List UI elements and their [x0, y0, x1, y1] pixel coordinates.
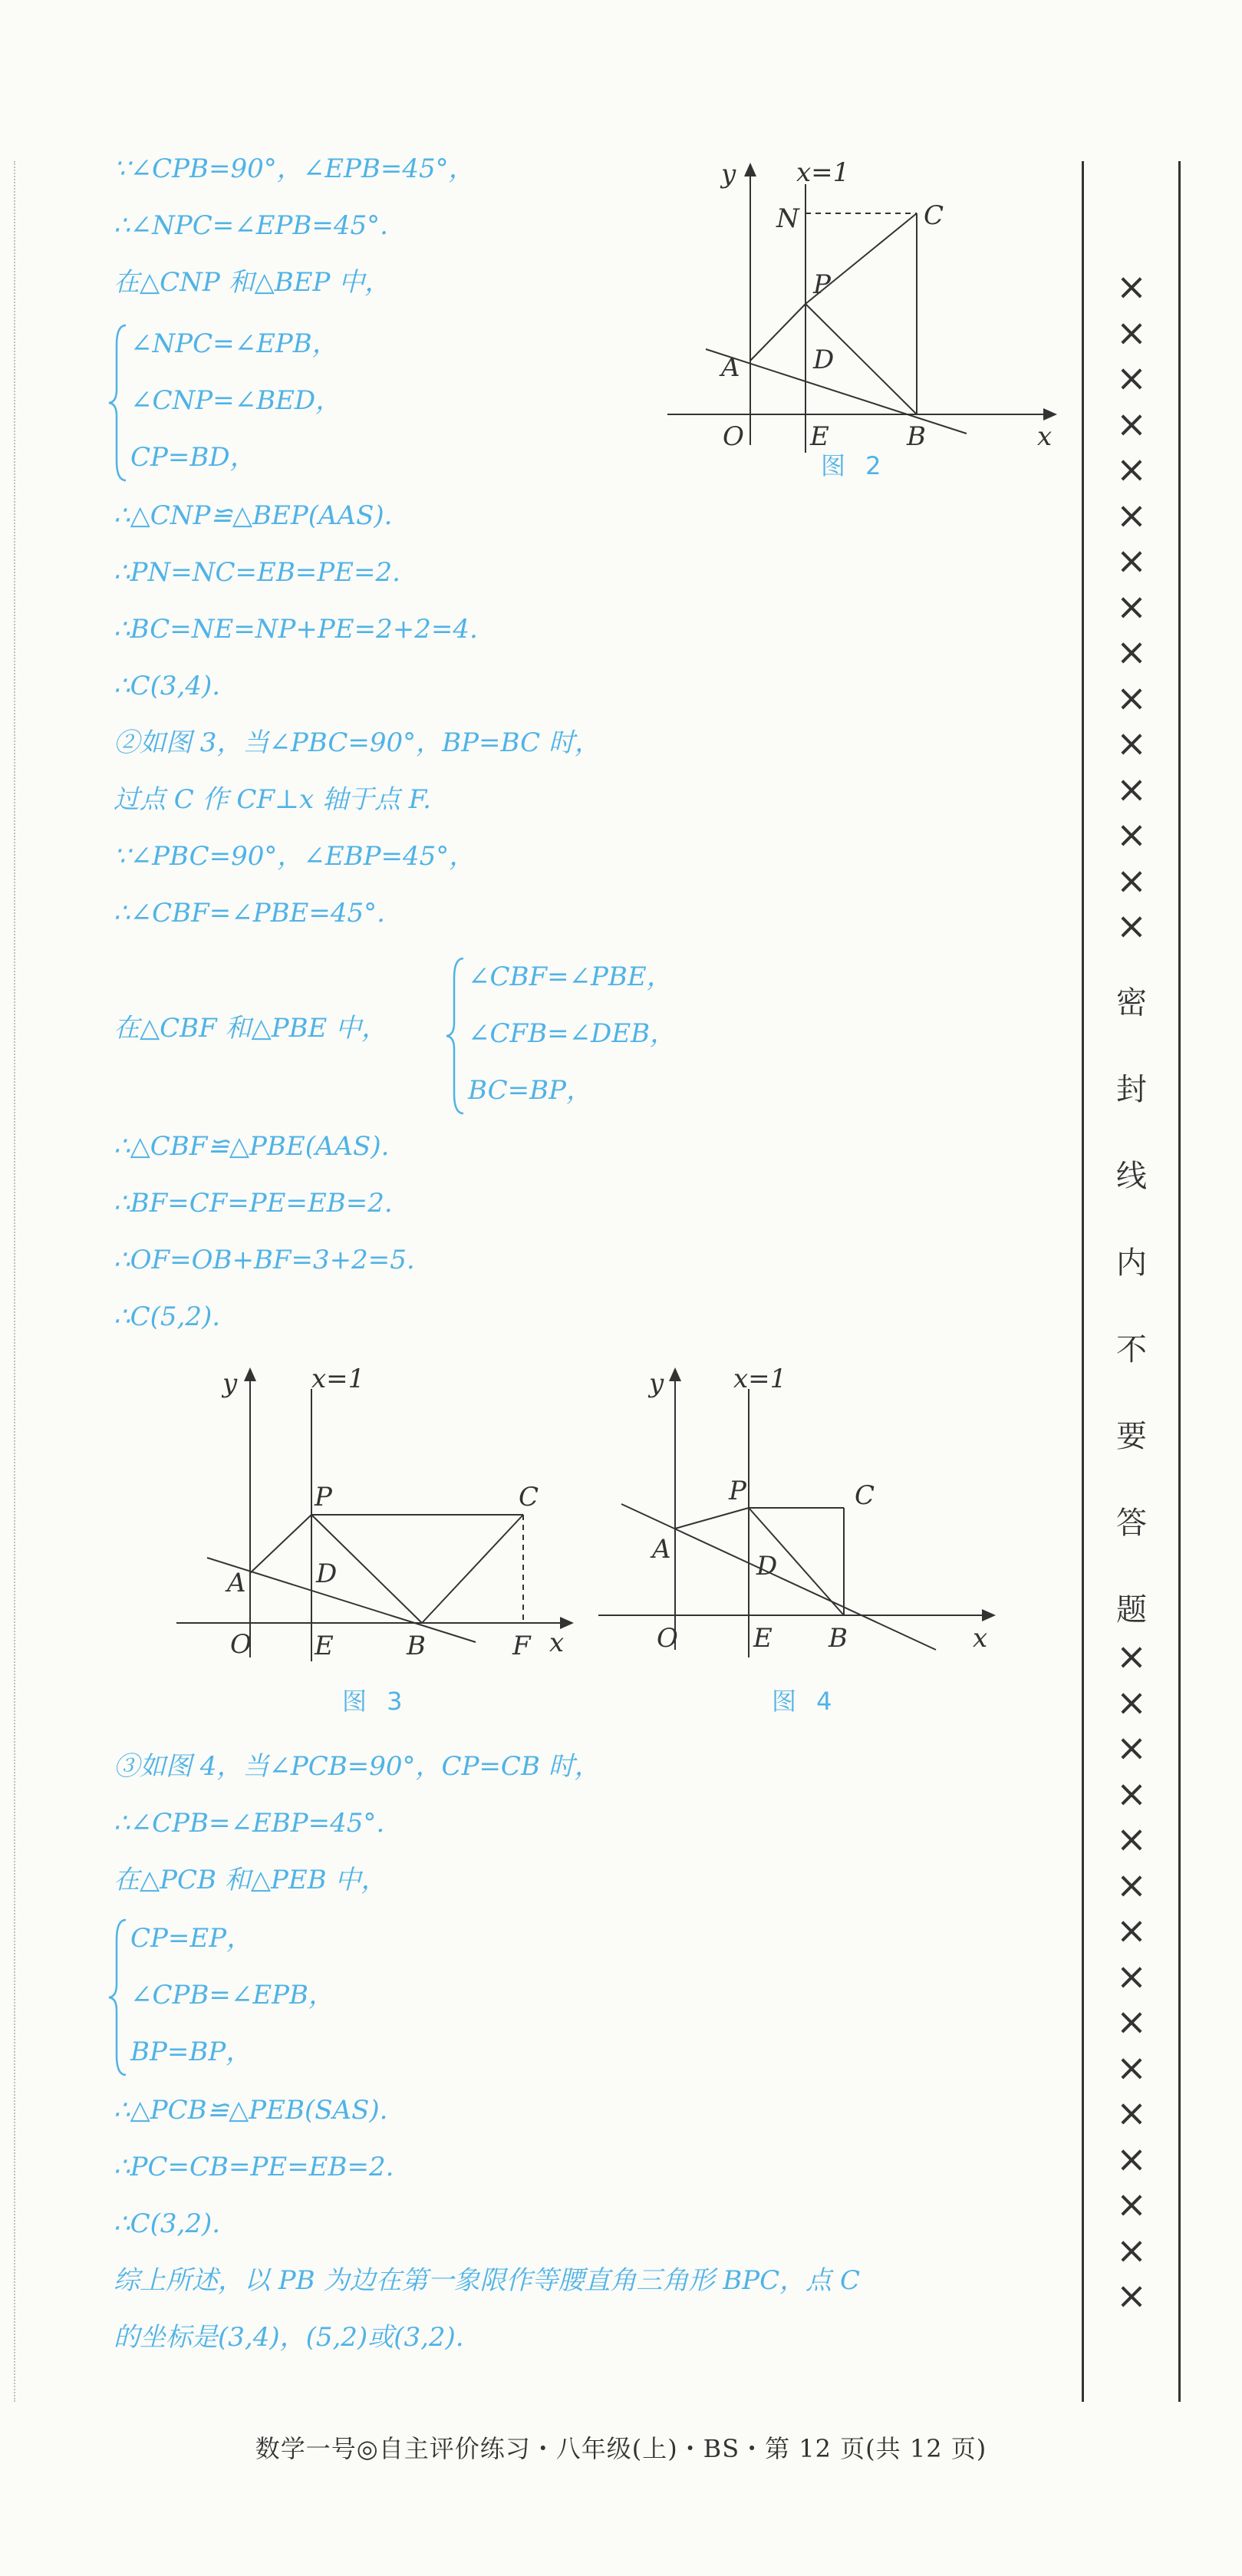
solution-line: ∴∠CBF=∠PBE=45°. — [114, 898, 385, 928]
line-label: x=1 — [311, 1364, 365, 1394]
cross-mark: × — [1115, 2046, 1148, 2089]
point-label: P — [315, 1482, 332, 1512]
seal-char: 线 — [1116, 1159, 1147, 1194]
cross-mark: × — [1115, 1681, 1148, 1724]
point-label: B — [829, 1623, 848, 1654]
figure-caption: 图 4 — [772, 1687, 838, 1716]
solution-line: ∴BF=CF=PE=EB=2. — [114, 1188, 393, 1219]
point-label: C — [855, 1480, 875, 1511]
solution-line: ∴∠CPB=∠EBP=45°. — [114, 1808, 385, 1839]
point-label: P — [729, 1476, 746, 1506]
point-label: E — [315, 1631, 334, 1661]
line-label: x=1 — [796, 157, 850, 188]
seal-char: 内 — [1116, 1245, 1147, 1281]
point-label: D — [813, 345, 835, 375]
condition-group — [107, 322, 414, 483]
cross-mark: × — [1115, 1772, 1148, 1816]
segment-BC — [422, 1515, 523, 1623]
solution-line: ∴∠NPC=∠EPB=45°. — [114, 210, 388, 241]
sealing-line-column — [1082, 161, 1181, 2402]
left-brace — [107, 1917, 130, 2078]
solution-line: 过点 C 作 CF⊥x 轴于点 F. — [114, 784, 431, 815]
left-margin-rule — [14, 161, 15, 2402]
cross-mark: × — [1115, 859, 1148, 902]
figure-caption: 图 2 — [821, 451, 888, 480]
x-axis-label: x — [1037, 421, 1053, 452]
condition-group — [445, 955, 752, 1116]
solution-line: 在△PCB 和△PEB 中， — [114, 1865, 387, 1895]
cross-mark: × — [1115, 1635, 1148, 1678]
seal-char: 题 — [1116, 1592, 1147, 1628]
cross-mark: × — [1115, 493, 1148, 537]
seal-char: 封 — [1116, 1072, 1147, 1107]
point-label: A — [652, 1534, 671, 1565]
cross-mark: × — [1115, 1818, 1148, 1861]
cross-mark: × — [1115, 311, 1148, 355]
line-AB — [706, 349, 967, 434]
x-axis-label: x — [549, 1628, 565, 1658]
segment-AP — [675, 1508, 749, 1529]
condition-line: BP=BP， — [130, 2037, 252, 2067]
y-axis-label: y — [222, 1368, 238, 1399]
cross-mark: × — [1115, 585, 1148, 628]
point-label: D — [756, 1551, 778, 1582]
solution-line: 的坐标是(3,4)，(5,2)或(3,2). — [114, 2322, 464, 2353]
segment-AP — [750, 304, 805, 361]
solution-line: 在△CBF 和△PBE 中， — [114, 1013, 388, 1044]
cross-mark: × — [1115, 722, 1148, 765]
solution-line: ∵∠CPB=90°，∠EPB=45°， — [114, 153, 475, 184]
solution-line: ∴C(5,2). — [114, 1301, 221, 1332]
solution-line: ∴△CBF≌△PBE(AAS). — [114, 1131, 390, 1162]
point-label: O — [657, 1623, 678, 1654]
point-label: O — [723, 421, 744, 452]
seal-char: 答 — [1116, 1506, 1147, 1541]
sealing-line-left — [1082, 161, 1084, 2402]
figure-2 — [660, 153, 1059, 480]
page-footer: 数学一号◎自主评价练习・八年级(上)・BS・第 12 页(共 12 页) — [255, 2434, 987, 2463]
cross-mark: × — [1115, 266, 1148, 308]
point-label: F — [512, 1631, 531, 1661]
point-label: C — [519, 1482, 539, 1512]
point-label: E — [753, 1623, 773, 1654]
seal-char: 要 — [1116, 1419, 1147, 1454]
condition-line: ∠NPC=∠EPB， — [130, 328, 338, 359]
cross-mark: × — [1115, 631, 1148, 674]
condition-line: ∠CBF=∠PBE， — [468, 961, 673, 992]
solution-line: ②如图 3，当∠PBC=90°，BP=BC 时， — [114, 727, 601, 758]
solution-line: ∵∠PBC=90°，∠EBP=45°， — [114, 841, 476, 872]
point-label: D — [316, 1558, 338, 1589]
cross-mark: × — [1115, 448, 1148, 491]
segment-AP — [250, 1515, 311, 1573]
cross-mark: × — [1115, 1727, 1148, 1770]
solution-line: ∴△CNP≌△BEP(AAS). — [114, 500, 393, 531]
seal-char: 密 — [1116, 985, 1147, 1021]
left-brace — [445, 955, 468, 1116]
solution-line: ③如图 4，当∠PCB=90°，CP=CB 时， — [114, 1751, 601, 1782]
cross-mark: × — [1115, 813, 1148, 856]
condition-line: ∠CFB=∠DEB， — [468, 1018, 677, 1049]
point-label: P — [813, 269, 831, 300]
solution-line: ∴△PCB≌△PEB(SAS). — [114, 2095, 388, 2126]
cross-mark: × — [1115, 2000, 1148, 2043]
condition-group — [107, 1917, 414, 2078]
point-label: B — [907, 421, 926, 452]
cross-mark: × — [1115, 905, 1148, 948]
point-label: A — [227, 1568, 246, 1598]
solution-line: ∴C(3,2). — [114, 2208, 221, 2239]
figure-4 — [598, 1358, 1013, 1727]
solution-line: 在△CNP 和△BEP 中， — [114, 267, 391, 298]
solution-line: ∴PC=CB=PE=EB=2. — [114, 2152, 394, 2182]
point-label: N — [776, 203, 799, 234]
figure-caption: 图 3 — [342, 1687, 409, 1716]
solution-line: ∴PN=NC=EB=PE=2. — [114, 557, 400, 588]
condition-line: CP=EP， — [130, 1923, 253, 1954]
solution-line: 综上所述，以 PB 为边在第一象限作等腰直角三角形 BPC，点 C — [114, 2265, 860, 2296]
cross-mark: × — [1115, 676, 1148, 720]
cross-mark: × — [1115, 1954, 1148, 1998]
cross-mark: × — [1115, 2137, 1148, 2181]
cross-mark: × — [1115, 2183, 1148, 2226]
sealing-line-right — [1178, 161, 1181, 2402]
cross-mark: × — [1115, 1909, 1148, 1952]
y-axis-label: y — [721, 159, 736, 190]
point-label: O — [230, 1629, 252, 1660]
solution-line: ∴OF=OB+BF=3+2=5. — [114, 1245, 415, 1275]
condition-line: CP=BD， — [130, 442, 256, 473]
cross-mark: × — [1115, 402, 1148, 446]
condition-line: ∠CPB=∠EPB， — [130, 1980, 335, 2010]
line-label: x=1 — [733, 1364, 787, 1394]
cross-mark: × — [1115, 539, 1148, 582]
condition-line: BC=BP， — [468, 1075, 592, 1106]
solution-line: ∴C(3,4). — [114, 671, 221, 701]
point-label: C — [924, 200, 944, 231]
solution-line: ∴BC=NE=NP+PE=2+2=4. — [114, 614, 478, 645]
cross-mark: × — [1115, 2092, 1148, 2135]
seal-char: 不 — [1116, 1332, 1147, 1367]
condition-line: ∠CNP=∠BED， — [130, 385, 342, 416]
cross-mark: × — [1115, 357, 1148, 400]
cross-mark: × — [1115, 2274, 1148, 2317]
left-brace — [107, 322, 130, 483]
point-label: B — [407, 1631, 426, 1661]
cross-mark: × — [1115, 767, 1148, 811]
y-axis-label: y — [649, 1368, 664, 1399]
figure-3 — [169, 1358, 583, 1727]
cross-mark: × — [1115, 2228, 1148, 2272]
point-label: E — [810, 421, 829, 452]
point-label: A — [721, 352, 740, 383]
cross-mark: × — [1115, 1863, 1148, 1907]
x-axis-label: x — [973, 1623, 988, 1654]
